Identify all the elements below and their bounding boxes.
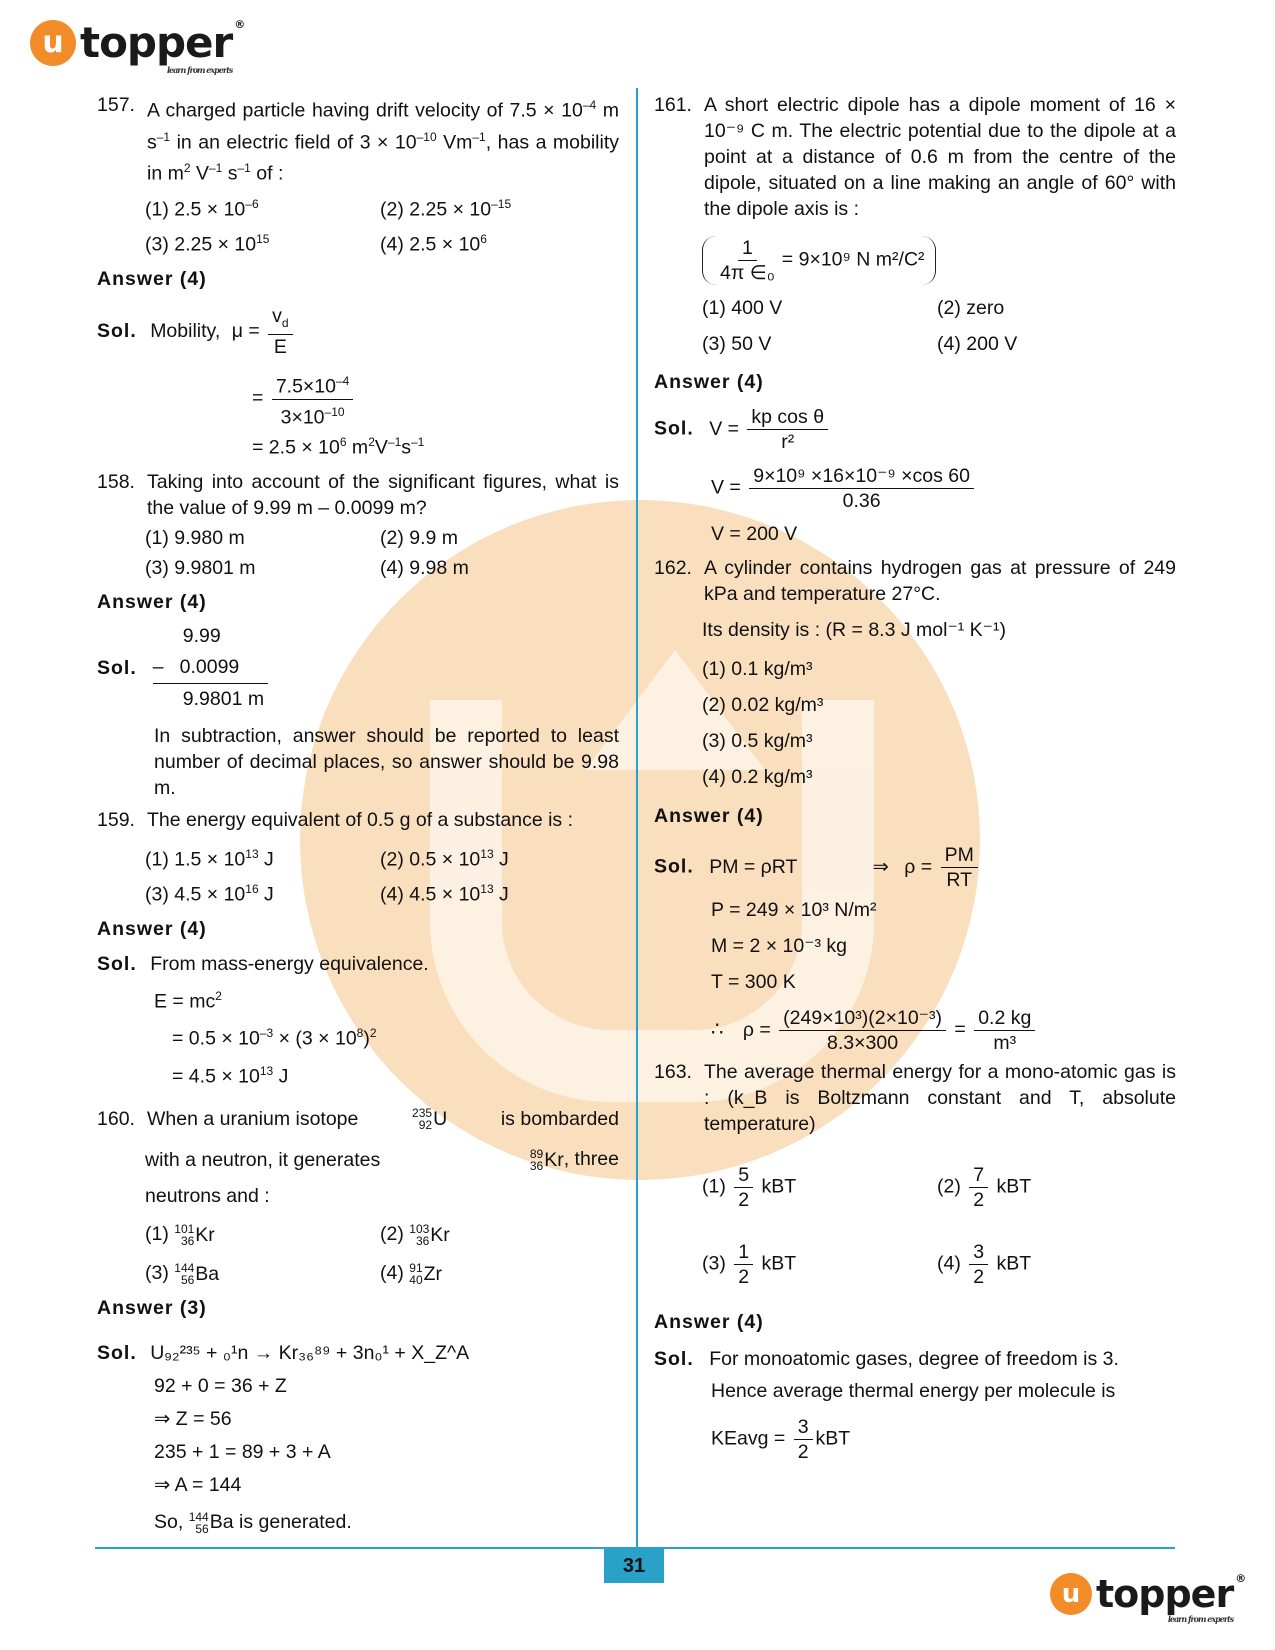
option-4: (4) $\frac{3}{2}$ kBT	[937, 1241, 1032, 1288]
option-3: (3) 144 56 Ba	[145, 1260, 220, 1287]
option-4: (4) 9.98 m	[380, 556, 469, 579]
option-3: (3) $4.5 \times 10^{16}$ J	[145, 882, 274, 906]
option-2: (2) $\frac{7}{2}$ kBT	[937, 1164, 1032, 1211]
option-2: (2) 0.02 kg/m³	[702, 694, 824, 716]
question-text: A cylinder contains hydrogen gas at pressure of 249 kPa and temperature 27°C.	[704, 557, 1176, 605]
answer-160: Answer (3)	[97, 1296, 207, 1319]
question-159: 159. The energy equivalent of 0.5 g of a substance is :	[97, 807, 619, 833]
logo-tagline: learn from experts	[1167, 1614, 1234, 1624]
question-number: 157.	[97, 94, 135, 116]
option-3: (3) 9.9801 m	[145, 556, 256, 579]
logo-tagline: learn from experts	[166, 65, 233, 75]
logo-text: topper	[80, 18, 233, 67]
solution-157: Sol. Mobility, μ = $\frac{v_d}{E}$ = $\frac{7.5\times 10^{-4}}{3\times 10^{-10}}$ = $2.5 \times 10^6$ $m^2V^{-1}s^{-1}$	[97, 304, 425, 459]
answer-158: Answer (4)	[97, 590, 207, 613]
options-162	[702, 651, 1176, 795]
solution-163: Sol. For monoatomic gases, degree of freedom is 3. Hence average thermal energy per molecule is KEavg = $\frac{3}{2}$ kBT	[654, 1348, 1119, 1463]
question-text: Taking into account of the significant figures, what is the value of 9.99 m – 0.0099 m?	[147, 470, 619, 519]
option-3: (3) 0.5 kg/m³	[702, 730, 813, 752]
option-4: (4) $4.5 \times 10^{13}$ J	[380, 882, 509, 906]
logo-u-icon: u	[30, 20, 76, 66]
option-1: (1) 400 V	[702, 297, 783, 319]
option-1: (1) $2.5 \times 10^{-6}$	[145, 196, 259, 220]
answer-162: Answer (4)	[654, 805, 764, 827]
question-161: 161. A short electric dipole has a dipole moment of 16 × 10⁻⁹ C m. The electric potential due to the dipole at a point at a distance of 0.6 m from the centre of the dipole, situated on a line making an angle of 60° with the dipole axis is :	[654, 94, 1176, 220]
question-160: 160. When a uranium isotope 235 92 U is bombarded	[97, 1106, 619, 1133]
question-text: A charged particle having drift velocity of $7.5 \times 10^{-4}$ m $s^{-1}$ in an electric field of $3 \times 10^{-10}$ $Vm^{-1}$, has a mobility in $m^2$ $V^{-1}$ $s^{-1}$ of :	[147, 98, 619, 185]
question-162: 162. A cylinder contains hydrogen gas at pressure of 249 kPa and temperature 27°C.	[654, 557, 1176, 605]
option-4: (4) 91 40 Zr	[380, 1260, 443, 1287]
solution-162: Sol. PM = ρRT ⇒ ρ = $\frac{PM}{RT}$ P = 249 × 10³ N/m² M = 2 × 10⁻³ kg T = 300 K ∴ ρ = $\frac{\text{(249×10³)(2×10⁻³)}}{8.3\times 300}$ = $\frac{0.2 kg}{\text{m³}}$	[654, 843, 1176, 1055]
logo-u-icon: u	[1050, 1573, 1092, 1615]
question-text: The average thermal energy for a mono-atomic gas is : (k_B is Boltzmann constant and T, absolute temperature)	[704, 1061, 1176, 1135]
option-2: (2) 103 36 Kr	[380, 1222, 450, 1249]
question-text: A short electric dipole has a dipole moment of 16 × 10⁻⁹ C m. The electric potential due to the dipole at a point at a distance of 0.6 m from the centre of the dipole, situated on a line making an angle of 60° with the dipole axis is :	[704, 94, 1176, 220]
option-1: (1) 101 36 Kr	[145, 1222, 215, 1249]
option-4: (4) 0.2 kg/m³	[702, 766, 813, 788]
column-divider	[636, 88, 638, 1581]
question-158: 158. Taking into account of the significant figures, what is the value of 9.99 m – 0.0099 m?	[97, 470, 619, 519]
option-4: (4) 200 V	[937, 333, 1018, 355]
solution-159: Sol. From mass-energy equivalence. $E = mc^2$ = $0.5 \times 10^{-3} \times (3 \times 10^8)^2$ = $4.5 \times 10^{13}$ J	[97, 952, 429, 1088]
question-text: The energy equivalent of 0.5 g of a substance is :	[147, 808, 574, 831]
options-160	[145, 1221, 619, 1287]
option-3: (3) $2.25 \times 10^{15}$	[145, 232, 270, 256]
options-161	[702, 295, 1176, 357]
option-3: (3) $\frac{1}{2}$ kBT	[702, 1241, 797, 1288]
option-2: (2) zero	[937, 297, 1005, 319]
header-logo	[30, 18, 245, 75]
answer-159: Answer (4)	[97, 917, 207, 940]
answer-161: Answer (4)	[654, 371, 764, 393]
footer-logo	[1050, 1572, 1246, 1624]
option-1: (1) 9.980 m	[145, 526, 245, 549]
right-column: 161. A short electric dipole has a dipole moment of 16 × 10⁻⁹ C m. The electric potential due to the dipole at a point at a distance of 0.6 m from the centre of the dipole, situated on a line making an angle of 60° with the dipole axis is : $\frac{1}{\text{4π ∈₀}}$ = 9×10⁹ N m²/C² (1) 400 V (2) zero (3) 50 V (4) 200 V Answer (4) Sol. V = $\frac{\text{kp cos θ}}{\text{r²}}$ V = $\frac{\text{9×10⁹ ×16×10⁻⁹ ×cos 60}}{0.36}$ V = 200 V 162. A cylinder contains hydrogen gas at pressure of 249 kPa and temperature 27°C. Its density is : (R = 8.3 J mol⁻¹ K⁻¹) (1) 0.1 kg/m³ (2) 0.02 kg/m³ (3) 0.5 kg/m³ (4) 0.2 kg/m³ Answer (4) Sol. PM = ρRT ⇒ ρ = $\frac{PM}{RT}$ P = 249 × 10³ N/m² M = 2 × 10⁻³ kg T = 300 K ∴ ρ = $\frac{\text{(249×10³)(2×10⁻³)}}{8.3\times 300}$ = $\frac{0.2 kg}{\text{m³}}$ 163. The average thermal energy for a mono-atomic gas is : (k_B is Boltzmann constant and T, absolute temperature) (1) $\frac{5}{2}$ kBT (2) $\frac{7}{2}$ kBT (3) $\frac{1}{2}$ kBT (4) $\frac{3}{2}$ kBT Answer (4) Sol. For monoatomic gases, degree of freedom is 3. Hence average thermal energy per molecule is KEavg = $\frac{3}{2}$ kBT	[654, 94, 1176, 1463]
option-3: (3) 50 V	[702, 333, 772, 355]
constant-note: $\frac{1}{\text{4π ∈₀}}$ = 9×10⁹ N m²/C²	[702, 236, 1176, 285]
logo-text: topper	[1096, 1572, 1234, 1616]
registered-icon: ®	[234, 18, 245, 31]
option-2: (2) $0.5 \times 10^{13}$ J	[380, 846, 509, 871]
option-1: (1) 0.1 kg/m³	[702, 658, 813, 680]
left-column: 157. A charged particle having drift velocity of $7.5 \times 10^{-4}$ m $s^{-1}$ in an electric field of $3 \times 10^{-10}$ $Vm^{-1}$, has a mobility in $m^2$ $V^{-1}$ $s^{-1}$ of : (1) $2.5 \times 10^{-6}$ (2) $2.25 \times 10^{-15}$ (3) $2.25 \times 10^{15}$ (4) $2.5 \times 10^6$ Answer (4) Sol. Mobility, μ = $\frac{v_d}{E}$ = $\frac{7.5\times 10^{-4}}{3\times 10^{-10}}$ = $2.5 \times 10^6$ $m^2V^{-1}s^{-1}$ 158. Taking into account of the significant figures, what is the value of 9.99 m – 0.0099 m? (1) 9.980 m (2) 9.9 m (3) 9.9801 m (4) 9.98 m Answer (4) Sol. 9.99 – 0.0099 9.9801 m In subtraction, answer should be reported to least number of decimal places, so answer should be 9.98 m. 159. The energy equivalent of 0.5 g of a substance is : (1) $1.5 \times 10^{13}$ J (2) $0.5 \times 10^{13}$ J (3) $4.5 \times 10^{16}$ J (4) $4.5 \times 10^{13}$ J Answer (4) Sol. From mass-energy equivalence. $E = mc^2$ = $0.5 \times 10^{-3} \times (3 \times 10^8)^2$ = $4.5 \times 10^{13}$ J 160. When a uranium isotope 235 92 U is bombarded with a neutron, it generates 89 36 Kr , three neutrons and : (1) 101 36 Kr (2) 103 36 Kr (3) 144 56 Ba (4) 91 40 Zr Answer (3) Sol. U₉₂²³⁵ + ₀¹n → Kr₃₆⁸⁹ + 3n₀¹ + X_Z^A 92 + 0 = 36 + Z ⇒ Z = 56 235 + 1 = 89 + 3 + A ⇒ A = 144 So, 144 56 Ba is generated.	[97, 92, 619, 1539]
registered-icon: ®	[1235, 1572, 1246, 1585]
option-1: (1) $\frac{5}{2}$ kBT	[702, 1164, 797, 1211]
options-158	[145, 525, 619, 581]
options-159	[145, 841, 619, 908]
options-157	[145, 191, 619, 258]
question-163: 163. The average thermal energy for a mono-atomic gas is : (k_B is Boltzmann constant and T, absolute temperature)	[654, 1061, 1176, 1135]
option-2: (2) $2.25 \times 10^{-15}$	[380, 196, 512, 220]
solution-158: Sol. 9.99 – 0.0099 9.9801 m	[97, 621, 619, 715]
page-number: 31	[604, 1549, 664, 1583]
options-163	[702, 1163, 1176, 1289]
solution-note: In subtraction, answer should be reported to least number of decimal places, so answer should be 9.98 m.	[154, 724, 619, 799]
option-2: (2) 9.9 m	[380, 526, 459, 549]
question-157	[97, 92, 619, 187]
option-1: (1) $1.5 \times 10^{13}$ J	[145, 846, 274, 871]
answer-157: Answer (4)	[97, 267, 207, 290]
option-4: (4) $2.5 \times 10^6$	[380, 232, 487, 256]
solution-161: Sol. V = $\frac{\text{kp cos θ}}{\text{r²}}$ V = $\frac{\text{9×10⁹ ×16×10⁻⁹ ×cos 60}}{0.36}$ V = 200 V	[654, 405, 1176, 547]
answer-163: Answer (4)	[654, 1311, 764, 1333]
solution-160: Sol. U₉₂²³⁵ + ₀¹n → Kr₃₆⁸⁹ + 3n₀¹ + X_Z^A 92 + 0 = 36 + Z ⇒ Z = 56 235 + 1 = 89 + 3 + A ⇒ A = 144 So, 144 56 Ba is generated.	[97, 1341, 470, 1536]
